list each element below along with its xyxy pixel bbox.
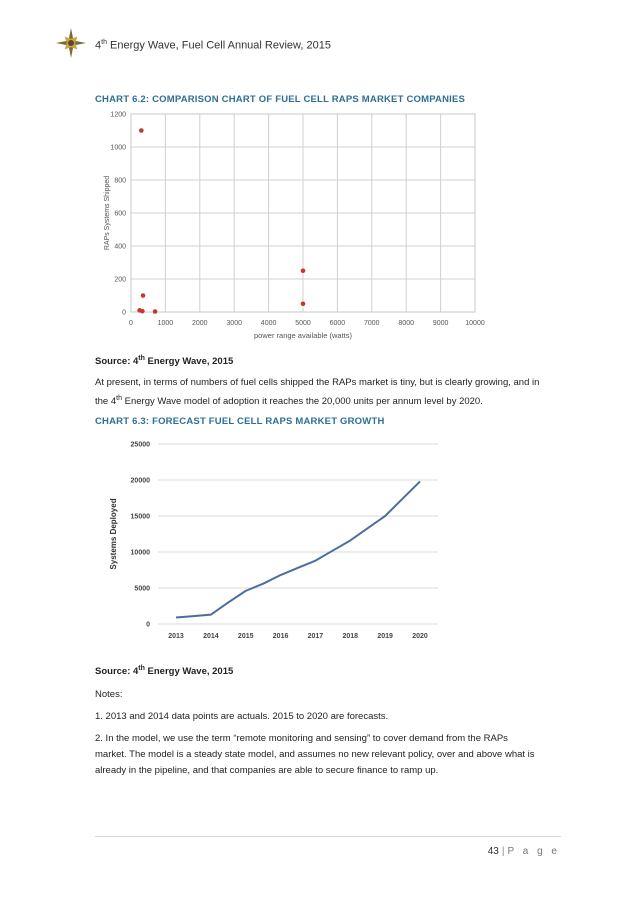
x-tick-label: 9000 bbox=[432, 320, 449, 327]
header-sup: th bbox=[101, 39, 107, 46]
chart2-title: CHART 6.3: FORECAST FUEL CELL RAPS MARKET GROWTH bbox=[95, 416, 385, 427]
y-tick-label: 0 bbox=[122, 309, 126, 317]
y-tick-label: 800 bbox=[114, 177, 126, 185]
note2-line1: 2. In the model, we use the term “remote monitoring and sensing” to cover demand from the RAPs bbox=[95, 733, 508, 744]
page-number: 43 bbox=[487, 846, 499, 857]
y-tick-label: 15000 bbox=[130, 513, 150, 521]
footer-separator: | bbox=[501, 846, 505, 857]
x-tick-label: 2019 bbox=[377, 633, 393, 640]
header-rest: Energy Wave, Fuel Cell Annual Review, 2015 bbox=[106, 39, 331, 52]
scatter-chart bbox=[95, 106, 495, 351]
y-tick-label: 600 bbox=[114, 210, 126, 218]
chart1-title: CHART 6.2: COMPARISON CHART OF FUEL CELL RAPS MARKET COMPANIES bbox=[95, 94, 466, 105]
x-tick-label: 8000 bbox=[398, 320, 414, 327]
x-tick-label: 2014 bbox=[203, 633, 219, 640]
y-tick-label: 1000 bbox=[110, 144, 126, 152]
scatter-point bbox=[301, 268, 306, 273]
x-tick-label: 5000 bbox=[295, 320, 311, 327]
x-axis-label: power range available (watts) bbox=[254, 331, 352, 340]
y-tick-label: 25000 bbox=[130, 441, 150, 449]
x-tick-label: 2016 bbox=[272, 633, 289, 640]
y-tick-label: 20000 bbox=[130, 477, 150, 485]
y-tick-label: 0 bbox=[146, 621, 150, 629]
running-header bbox=[95, 39, 331, 52]
header-logo bbox=[56, 28, 86, 58]
x-tick-label: 7000 bbox=[364, 320, 380, 327]
chart1-source-prefix: Source: 4 bbox=[95, 356, 139, 368]
chart1-source-sup: th bbox=[138, 355, 145, 362]
scatter-point bbox=[139, 128, 144, 133]
chart2-source-sup: th bbox=[138, 665, 145, 672]
series-line bbox=[176, 481, 420, 617]
footer-divider bbox=[95, 836, 561, 837]
scatter-point bbox=[140, 309, 145, 314]
scatter-point bbox=[141, 293, 146, 298]
y-tick-label: 5000 bbox=[134, 585, 150, 593]
y-tick-label: 400 bbox=[114, 243, 126, 251]
star-logo-icon bbox=[56, 28, 86, 58]
x-tick-label: 2000 bbox=[192, 320, 208, 327]
x-tick-label: 10000 bbox=[465, 320, 485, 327]
chart2-source-prefix: Source: 4 bbox=[95, 666, 139, 678]
scatter-point bbox=[301, 301, 306, 306]
x-tick-label: 2017 bbox=[307, 633, 324, 640]
para1-line2-rest: Energy Wave model of adoption it reaches the 20,000 units per annum level by 2020. bbox=[121, 396, 483, 408]
x-tick-label: 2013 bbox=[168, 633, 184, 640]
x-tick-label: 1000 bbox=[157, 320, 174, 327]
notes-label: Notes: bbox=[95, 689, 123, 700]
y-tick-label: 200 bbox=[114, 276, 126, 284]
x-tick-label: 0 bbox=[129, 320, 133, 327]
page-footer bbox=[488, 846, 560, 857]
scatter-point bbox=[153, 309, 158, 314]
y-axis-label: Systems Deployed bbox=[109, 498, 118, 570]
y-axis-label: RAPs Systems Shipped bbox=[104, 175, 111, 251]
para1-line1: At present, in terms of numbers of fuel cells shipped the RAPs market is tiny, but is clearly growing, and in bbox=[95, 377, 540, 388]
x-tick-label: 2015 bbox=[237, 633, 254, 640]
x-tick-label: 4000 bbox=[260, 320, 277, 327]
header-prefix: 4 bbox=[95, 39, 102, 52]
paragraph-market bbox=[95, 375, 555, 410]
chart2-source-rest: Energy Wave, 2015 bbox=[144, 666, 234, 678]
y-tick-label: 1200 bbox=[110, 111, 126, 119]
y-tick-label: 10000 bbox=[130, 549, 150, 557]
chart1-source bbox=[95, 355, 233, 367]
x-tick-label: 2018 bbox=[342, 633, 359, 640]
line-chart bbox=[100, 432, 460, 650]
para1-line2-sup: th bbox=[116, 395, 122, 402]
x-tick-label: 2020 bbox=[412, 633, 428, 640]
note2-line3: already in the pipeline, and that companies are able to secure finance to ramp up. bbox=[95, 765, 439, 776]
chart2-source bbox=[95, 665, 233, 677]
x-tick-label: 3000 bbox=[226, 320, 242, 327]
footer-page-word: P a g e bbox=[507, 846, 560, 857]
chart1-source-rest: Energy Wave, 2015 bbox=[144, 356, 234, 368]
note2-line2: market. The model is a steady state model, and assumes no new relevant policy, over and above what is bbox=[95, 749, 535, 760]
x-tick-label: 6000 bbox=[329, 320, 346, 327]
note-1: 1. 2013 and 2014 data points are actuals. 2015 to 2020 are forecasts. bbox=[95, 711, 389, 722]
note-2 bbox=[95, 731, 555, 779]
para1-line2-prefix: the 4 bbox=[95, 396, 117, 408]
